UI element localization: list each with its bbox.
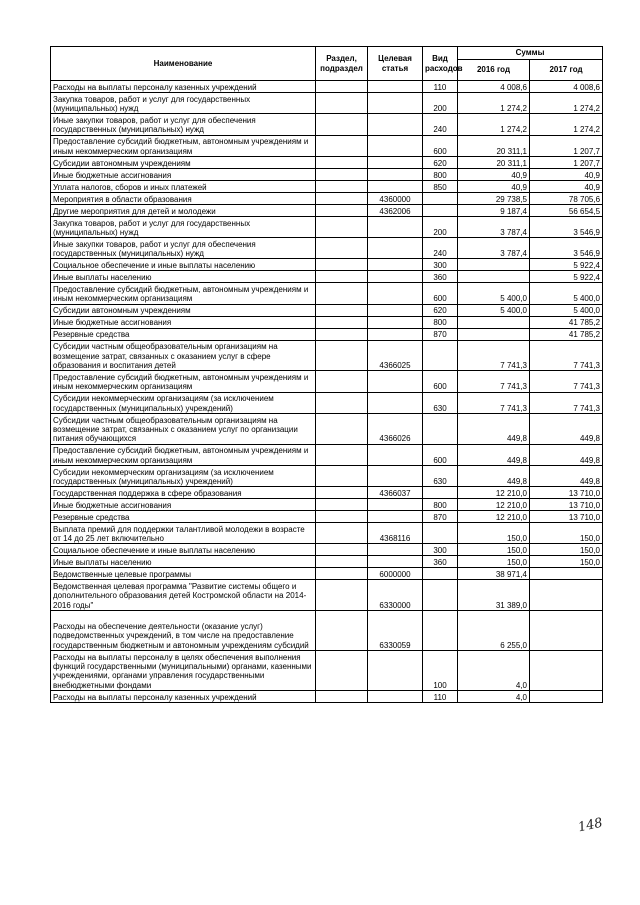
- row-amount-2017: 150,0: [530, 556, 603, 568]
- row-name: Предоставление субсидий бюджетным, автономным учреждениям и иным некоммерческим организациям: [51, 444, 316, 465]
- row-kind: 200: [423, 93, 458, 114]
- row-amount-2017: 40,9: [530, 180, 603, 192]
- table-row: [51, 283, 603, 304]
- row-amount-2016: 12 210,0: [458, 511, 530, 523]
- row-kind: [423, 487, 458, 499]
- header-sums: Суммы: [458, 47, 603, 60]
- row-amount-2017: [530, 690, 603, 702]
- row-name: Иные выплаты населению: [51, 271, 316, 283]
- row-section: [316, 283, 368, 304]
- row-section: [316, 487, 368, 499]
- row-target: [368, 328, 423, 340]
- table-row: [51, 371, 603, 392]
- row-amount-2016: 6 255,0: [458, 611, 530, 651]
- row-amount-2016: [458, 259, 530, 271]
- table-row: [51, 392, 603, 413]
- table-row: [51, 304, 603, 316]
- row-target: 6000000: [368, 568, 423, 580]
- row-section: [316, 304, 368, 316]
- row-section: [316, 392, 368, 413]
- row-section: [316, 81, 368, 93]
- row-target: [368, 511, 423, 523]
- table-row: [51, 523, 603, 544]
- table-row: [51, 238, 603, 259]
- row-name: Мероприятия в области образования: [51, 192, 316, 204]
- row-kind: [423, 523, 458, 544]
- row-kind: 630: [423, 392, 458, 413]
- row-kind: 870: [423, 328, 458, 340]
- row-kind: [423, 611, 458, 651]
- row-kind: 620: [423, 304, 458, 316]
- row-target: 4368116: [368, 523, 423, 544]
- row-name: Ведомственные целевые программы: [51, 568, 316, 580]
- row-name: Иные бюджетные ассигнования: [51, 168, 316, 180]
- row-kind: [423, 413, 458, 444]
- row-amount-2016: 3 787,4: [458, 216, 530, 237]
- row-amount-2017: [530, 650, 603, 690]
- row-amount-2017: 3 546,9: [530, 238, 603, 259]
- header-year-2017: 2017 год: [530, 60, 603, 81]
- row-name: Предоставление субсидий бюджетным, автономным учреждениям и иным некоммерческим организациям: [51, 135, 316, 156]
- row-section: [316, 328, 368, 340]
- row-amount-2017: 7 741,3: [530, 340, 603, 371]
- row-name: Расходы на выплаты персоналу казенных учреждений: [51, 690, 316, 702]
- budget-table: [50, 46, 603, 703]
- row-amount-2016: 4,0: [458, 650, 530, 690]
- row-amount-2016: 12 210,0: [458, 487, 530, 499]
- row-target: [368, 93, 423, 114]
- row-amount-2017: 5 400,0: [530, 304, 603, 316]
- row-amount-2017: 1 207,7: [530, 135, 603, 156]
- row-kind: 600: [423, 283, 458, 304]
- row-name: Субсидии частным общеобразовательным организациям на возмещение затрат, связанных с оказанием услуг в сфере образования и воспитания детей: [51, 340, 316, 371]
- row-name: Иные бюджетные ассигнования: [51, 316, 316, 328]
- row-amount-2017: 5 922,4: [530, 271, 603, 283]
- row-name: Резервные средства: [51, 328, 316, 340]
- row-target: [368, 259, 423, 271]
- row-amount-2017: 56 654,5: [530, 204, 603, 216]
- row-kind: 300: [423, 259, 458, 271]
- row-section: [316, 413, 368, 444]
- row-amount-2017: 13 710,0: [530, 511, 603, 523]
- row-amount-2016: [458, 328, 530, 340]
- table-row: [51, 259, 603, 271]
- table-row: [51, 156, 603, 168]
- row-amount-2016: 7 741,3: [458, 371, 530, 392]
- row-amount-2016: 31 389,0: [458, 580, 530, 611]
- row-kind: 600: [423, 135, 458, 156]
- row-amount-2016: 7 741,3: [458, 392, 530, 413]
- row-name: Иные закупки товаров, работ и услуг для обеспечения государственных (муниципальных) нужд: [51, 114, 316, 135]
- row-name: Субсидии частным общеобразовательным организациям на возмещение затрат, связанных с оказанием услуг по организации питания обучающихся: [51, 413, 316, 444]
- row-target: [368, 444, 423, 465]
- row-amount-2016: 449,8: [458, 465, 530, 486]
- header-section: Раздел, подраздел: [316, 47, 368, 81]
- row-target: [368, 180, 423, 192]
- row-amount-2017: 41 785,2: [530, 328, 603, 340]
- row-amount-2017: 449,8: [530, 413, 603, 444]
- row-kind: 110: [423, 81, 458, 93]
- row-amount-2017: 150,0: [530, 523, 603, 544]
- row-amount-2016: 20 311,1: [458, 135, 530, 156]
- row-kind: 620: [423, 156, 458, 168]
- row-amount-2016: 449,8: [458, 413, 530, 444]
- table-row: [51, 487, 603, 499]
- table-row: [51, 650, 603, 690]
- row-amount-2017: 78 705,6: [530, 192, 603, 204]
- table-row: [51, 580, 603, 611]
- row-section: [316, 168, 368, 180]
- row-kind: [423, 568, 458, 580]
- row-kind: [423, 204, 458, 216]
- row-amount-2016: 7 741,3: [458, 340, 530, 371]
- table-row: [51, 204, 603, 216]
- row-section: [316, 690, 368, 702]
- table-row: [51, 544, 603, 556]
- row-target: [368, 544, 423, 556]
- table-row: [51, 328, 603, 340]
- row-amount-2016: 5 400,0: [458, 304, 530, 316]
- row-target: [368, 168, 423, 180]
- row-name: Выплата премий для поддержки талантливой молодежи в возрасте от 14 до 25 лет включительно: [51, 523, 316, 544]
- row-section: [316, 465, 368, 486]
- row-section: [316, 340, 368, 371]
- row-name: Субсидии автономным учреждениям: [51, 156, 316, 168]
- row-name: Субсидии некоммерческим организациям (за исключением государственных (муниципальных) учреждений): [51, 392, 316, 413]
- row-amount-2017: 40,9: [530, 168, 603, 180]
- row-amount-2017: 449,8: [530, 465, 603, 486]
- row-amount-2017: 150,0: [530, 544, 603, 556]
- header-target: Целевая статья: [368, 47, 423, 81]
- row-amount-2017: 41 785,2: [530, 316, 603, 328]
- row-name: Расходы на выплаты персоналу казенных учреждений: [51, 81, 316, 93]
- row-amount-2016: [458, 316, 530, 328]
- row-kind: 800: [423, 499, 458, 511]
- row-section: [316, 316, 368, 328]
- row-amount-2016: 40,9: [458, 180, 530, 192]
- row-section: [316, 568, 368, 580]
- row-amount-2017: 5 922,4: [530, 259, 603, 271]
- row-name: Предоставление субсидий бюджетным, автономным учреждениям и иным некоммерческим организациям: [51, 283, 316, 304]
- row-amount-2017: 1 274,2: [530, 93, 603, 114]
- row-amount-2017: [530, 611, 603, 651]
- table-row: [51, 216, 603, 237]
- row-target: 4362006: [368, 204, 423, 216]
- row-section: [316, 499, 368, 511]
- row-amount-2017: 7 741,3: [530, 371, 603, 392]
- row-target: [368, 556, 423, 568]
- row-section: [316, 93, 368, 114]
- row-target: [368, 156, 423, 168]
- row-target: 4366037: [368, 487, 423, 499]
- row-amount-2016: 4,0: [458, 690, 530, 702]
- row-section: [316, 204, 368, 216]
- row-section: [316, 180, 368, 192]
- row-amount-2017: 13 710,0: [530, 499, 603, 511]
- header-year-2016: 2016 год: [458, 60, 530, 81]
- row-kind: 600: [423, 444, 458, 465]
- row-section: [316, 271, 368, 283]
- row-target: [368, 316, 423, 328]
- row-name: Ведомственная целевая программа "Развитие системы общего и дополнительного образования детей Костромской области на 2014-2016 годы": [51, 580, 316, 611]
- row-amount-2016: 40,9: [458, 168, 530, 180]
- row-section: [316, 135, 368, 156]
- row-kind: 870: [423, 511, 458, 523]
- table-row: [51, 81, 603, 93]
- row-amount-2016: 12 210,0: [458, 499, 530, 511]
- row-name: Уплата налогов, сборов и иных платежей: [51, 180, 316, 192]
- row-target: [368, 216, 423, 237]
- row-amount-2016: 3 787,4: [458, 238, 530, 259]
- row-amount-2016: 29 738,5: [458, 192, 530, 204]
- row-name: Социальное обеспечение и иные выплаты населению: [51, 544, 316, 556]
- table-body: [51, 81, 603, 703]
- table-row: [51, 413, 603, 444]
- row-section: [316, 580, 368, 611]
- row-section: [316, 523, 368, 544]
- row-section: [316, 611, 368, 651]
- table-row: [51, 465, 603, 486]
- row-amount-2017: 449,8: [530, 444, 603, 465]
- table-row: [51, 499, 603, 511]
- row-kind: 630: [423, 465, 458, 486]
- row-kind: 100: [423, 650, 458, 690]
- row-name: Предоставление субсидий бюджетным, автономным учреждениям и иным некоммерческим организациям: [51, 371, 316, 392]
- row-amount-2016: 1 274,2: [458, 114, 530, 135]
- row-amount-2017: [530, 568, 603, 580]
- row-amount-2016: [458, 271, 530, 283]
- table-row: [51, 180, 603, 192]
- row-target: [368, 283, 423, 304]
- row-name: Резервные средства: [51, 511, 316, 523]
- row-name: Иные бюджетные ассигнования: [51, 499, 316, 511]
- row-target: [368, 371, 423, 392]
- row-section: [316, 192, 368, 204]
- table-row: [51, 135, 603, 156]
- row-target: 6330000: [368, 580, 423, 611]
- row-kind: [423, 340, 458, 371]
- table-row: [51, 690, 603, 702]
- row-name: Субсидии некоммерческим организациям (за исключением государственных (муниципальных) учреждений): [51, 465, 316, 486]
- row-kind: 240: [423, 238, 458, 259]
- row-amount-2016: 150,0: [458, 523, 530, 544]
- row-section: [316, 371, 368, 392]
- table-row: [51, 192, 603, 204]
- row-section: [316, 556, 368, 568]
- row-section: [316, 511, 368, 523]
- row-section: [316, 114, 368, 135]
- row-target: 4366026: [368, 413, 423, 444]
- row-name: Субсидии автономным учреждениям: [51, 304, 316, 316]
- row-target: 6330059: [368, 611, 423, 651]
- row-amount-2016: 5 400,0: [458, 283, 530, 304]
- row-amount-2016: 150,0: [458, 544, 530, 556]
- row-amount-2017: 7 741,3: [530, 392, 603, 413]
- row-target: [368, 650, 423, 690]
- row-amount-2017: [530, 580, 603, 611]
- row-name: Другие мероприятия для детей и молодежи: [51, 204, 316, 216]
- row-kind: 600: [423, 371, 458, 392]
- table-row: [51, 316, 603, 328]
- row-kind: 800: [423, 316, 458, 328]
- table-row: [51, 340, 603, 371]
- table-row: [51, 556, 603, 568]
- row-amount-2016: 1 274,2: [458, 93, 530, 114]
- row-amount-2017: 5 400,0: [530, 283, 603, 304]
- row-name: Расходы на обеспечение деятельности (оказание услуг) подведомственных учреждений, в том числе на предоставление государственным бюджетным и автономным учреждениям субсидий: [51, 611, 316, 651]
- row-target: [368, 81, 423, 93]
- row-name: Расходы на выплаты персоналу в целях обеспечения выполнения функций государственными (муниципальными) органами, казенными учреждениями, органами управления государственными внебюджетными фондами: [51, 650, 316, 690]
- row-amount-2016: 9 187,4: [458, 204, 530, 216]
- table-row: [51, 511, 603, 523]
- row-name: Закупка товаров, работ и услуг для государственных (муниципальных) нужд: [51, 93, 316, 114]
- row-kind: 850: [423, 180, 458, 192]
- row-name: Социальное обеспечение и иные выплаты населению: [51, 259, 316, 271]
- row-target: [368, 114, 423, 135]
- row-target: [368, 392, 423, 413]
- row-name: Иные закупки товаров, работ и услуг для обеспечения государственных (муниципальных) нужд: [51, 238, 316, 259]
- row-kind: 110: [423, 690, 458, 702]
- row-amount-2017: 4 008,6: [530, 81, 603, 93]
- row-kind: 200: [423, 216, 458, 237]
- row-name: Иные выплаты населению: [51, 556, 316, 568]
- row-target: 4366025: [368, 340, 423, 371]
- row-target: 4360000: [368, 192, 423, 204]
- row-target: [368, 465, 423, 486]
- row-kind: 360: [423, 271, 458, 283]
- row-amount-2017: 13 710,0: [530, 487, 603, 499]
- table-row: [51, 93, 603, 114]
- row-target: [368, 690, 423, 702]
- row-section: [316, 238, 368, 259]
- row-name: Закупка товаров, работ и услуг для государственных (муниципальных) нужд: [51, 216, 316, 237]
- row-target: [368, 304, 423, 316]
- row-section: [316, 259, 368, 271]
- header-name: Наименование: [51, 47, 316, 81]
- row-amount-2016: 449,8: [458, 444, 530, 465]
- row-amount-2016: 38 971,4: [458, 568, 530, 580]
- row-kind: 300: [423, 544, 458, 556]
- row-amount-2017: 3 546,9: [530, 216, 603, 237]
- row-amount-2017: 1 274,2: [530, 114, 603, 135]
- row-amount-2016: 4 008,6: [458, 81, 530, 93]
- row-section: [316, 216, 368, 237]
- row-target: [368, 499, 423, 511]
- row-kind: [423, 580, 458, 611]
- table-row: [51, 114, 603, 135]
- handwritten-page-number: 148: [576, 815, 605, 836]
- table-row: [51, 168, 603, 180]
- row-amount-2016: 150,0: [458, 556, 530, 568]
- row-name: Государственная поддержка в сфере образования: [51, 487, 316, 499]
- header-kind: Вид расходов: [423, 47, 458, 81]
- row-target: [368, 135, 423, 156]
- row-section: [316, 544, 368, 556]
- row-target: [368, 238, 423, 259]
- row-amount-2017: 1 207,7: [530, 156, 603, 168]
- row-section: [316, 444, 368, 465]
- row-kind: 800: [423, 168, 458, 180]
- table-row: [51, 611, 603, 651]
- row-target: [368, 271, 423, 283]
- row-kind: 240: [423, 114, 458, 135]
- table-row: [51, 271, 603, 283]
- table-header: [51, 47, 603, 81]
- table-row: [51, 568, 603, 580]
- table-row: [51, 444, 603, 465]
- row-kind: 360: [423, 556, 458, 568]
- row-kind: [423, 192, 458, 204]
- row-section: [316, 156, 368, 168]
- row-section: [316, 650, 368, 690]
- row-amount-2016: 20 311,1: [458, 156, 530, 168]
